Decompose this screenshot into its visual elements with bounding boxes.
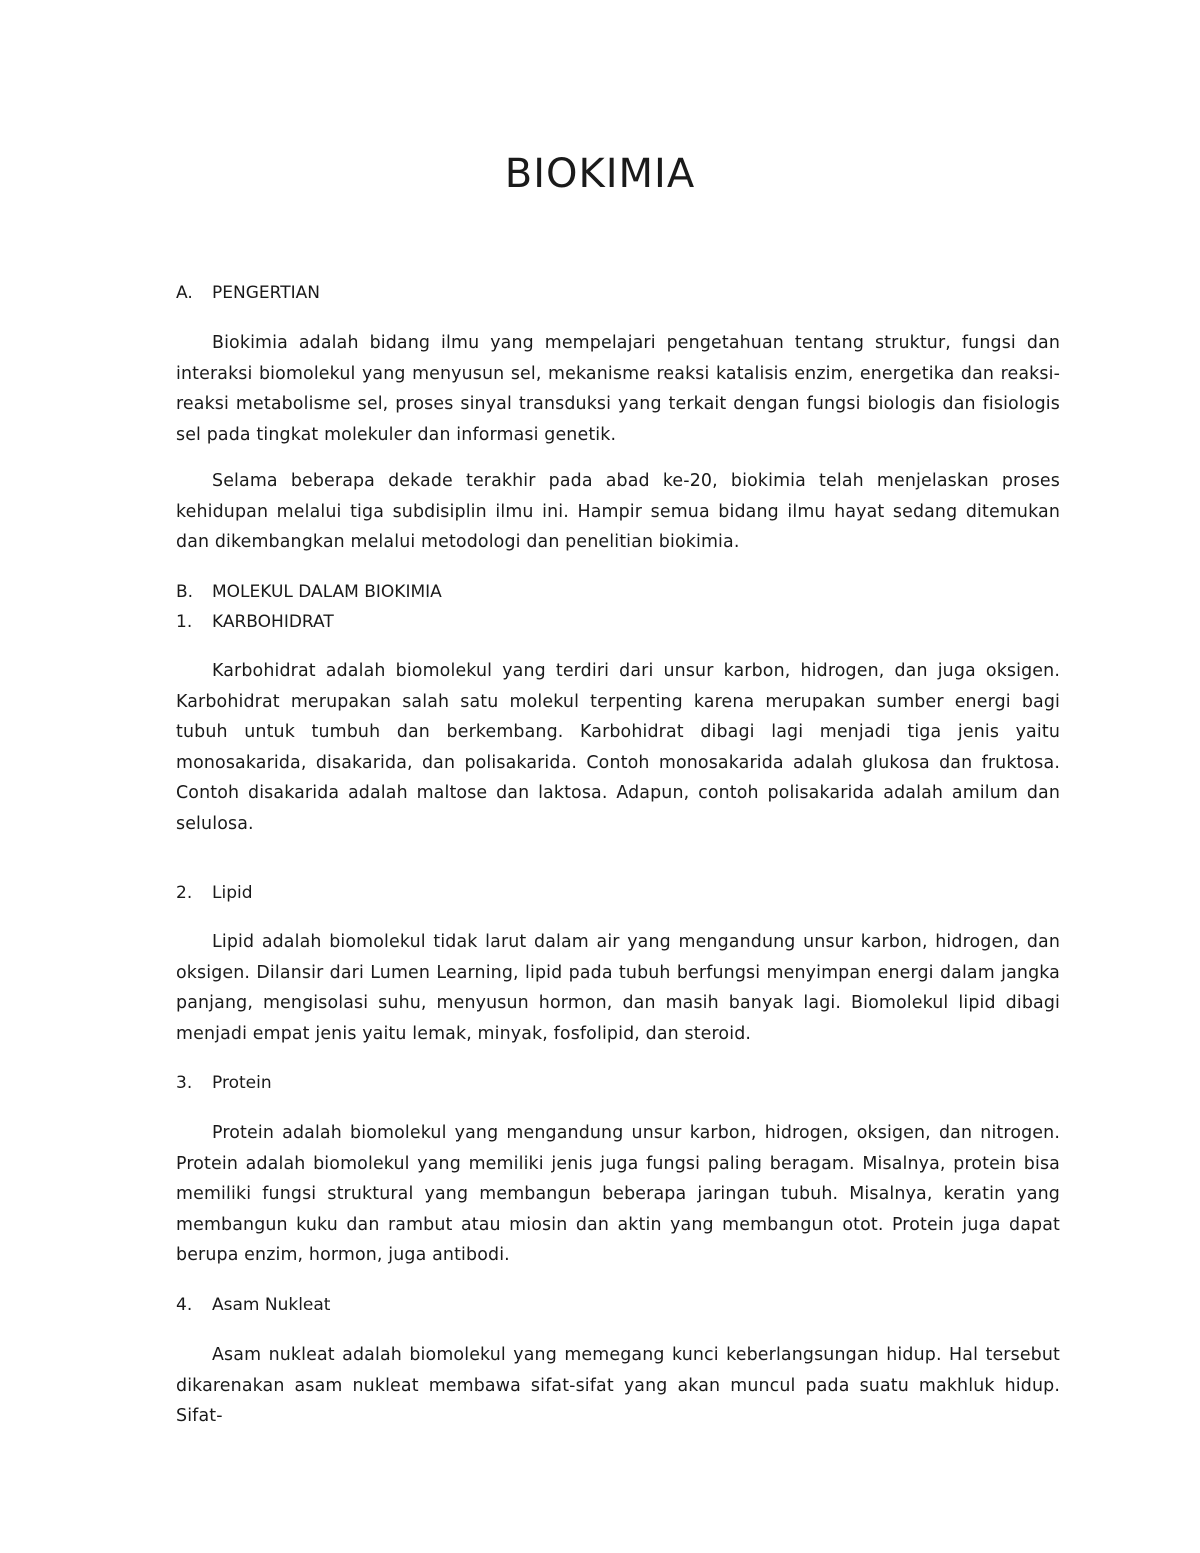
document-title: BIOKIMIA <box>504 151 696 197</box>
subsection-marker: 2. <box>176 883 193 903</box>
paragraph-pengertian-1: Biokimia adalah bidang ilmu yang mempelajari pengetahuan tentang struktur, fungsi dan interaksi biomolekul yang menyusun sel, mekanisme reaksi katalisis enzim, energetika dan reaksi-reaksi metabolisme sel, proses sinyal transduksi yang terkait dengan fungsi biologis dan fisiologis sel pada tingkat molekuler dan informasi genetik. <box>176 333 1060 445</box>
section-title: MOLEKUL DALAM BIOKIMIA <box>212 582 442 602</box>
subsection-title: KARBOHIDRAT <box>212 612 334 632</box>
subsection-title: Asam Nukleat <box>212 1295 331 1315</box>
section-heading-pengertian <box>176 281 320 305</box>
paragraph-asam-nukleat: Asam nukleat adalah biomolekul yang memegang kunci keberlangsungan hidup. Hal tersebut dikarenakan asam nukleat membawa sifat-sifat yang akan muncul pada suatu makhluk hidup. Sifat- <box>176 1345 1060 1426</box>
paragraph-protein: Protein adalah biomolekul yang mengandung unsur karbon, hidrogen, oksigen, dan nitrogen. Protein adalah biomolekul yang memiliki jenis juga fungsi paling beragam. Misalnya, protein bisa memiliki fungsi struktural yang membangun beberapa jaringan tubuh. Misalnya, keratin yang membangun kuku dan rambut atau miosin dan aktin yang membangun otot. Protein juga dapat berupa enzim, hormon, juga antibodi. <box>176 1123 1060 1265</box>
section-marker: B. <box>176 582 194 602</box>
subsection-heading-protein <box>176 1071 272 1095</box>
paragraph-karbohidrat: Karbohidrat adalah biomolekul yang terdiri dari unsur karbon, hidrogen, dan juga oksigen. Karbohidrat merupakan salah satu molekul terpenting karena merupakan sumber energi bagi tubuh untuk tumbuh dan berkembang. Karbohidrat dibagi lagi menjadi tiga jenis yaitu monosakarida, disakarida, dan polisakarida. Contoh monosakarida adalah glukosa dan fruktosa. Contoh disakarida adalah maltose dan laktosa. Adapun, contoh polisakarida adalah amilum dan selulosa. <box>176 661 1060 834</box>
subsection-title: Protein <box>212 1073 272 1093</box>
section-title: PENGERTIAN <box>212 283 320 303</box>
paragraph-pengertian-2: Selama beberapa dekade terakhir pada abad ke-20, biokimia telah menjelaskan proses kehidupan melalui tiga subdisiplin ilmu ini. Hampir semua bidang ilmu hayat sedang ditemukan dan dikembangkan melalui metodologi dan penelitian biokimia. <box>176 471 1060 552</box>
subsection-heading-lipid <box>176 881 253 905</box>
subsection-marker: 4. <box>176 1295 193 1315</box>
paragraph-lipid: Lipid adalah biomolekul tidak larut dalam air yang mengandung unsur karbon, hidrogen, dan oksigen. Dilansir dari Lumen Learning, lipid pada tubuh berfungsi menyimpan energi dalam jangka panjang, mengisolasi suhu, menyusun hormon, dan masih banyak lagi. Biomolekul lipid dibagi menjadi empat jenis yaitu lemak, minyak, fosfolipid, dan steroid. <box>176 932 1060 1044</box>
section-marker: A. <box>176 283 193 303</box>
subsection-heading-asam-nukleat <box>176 1293 330 1317</box>
subsection-marker: 3. <box>176 1073 193 1093</box>
subsection-heading-karbohidrat <box>176 610 334 634</box>
subsection-title: Lipid <box>212 883 253 903</box>
subsection-marker: 1. <box>176 612 193 632</box>
section-heading-molekul <box>176 580 442 604</box>
